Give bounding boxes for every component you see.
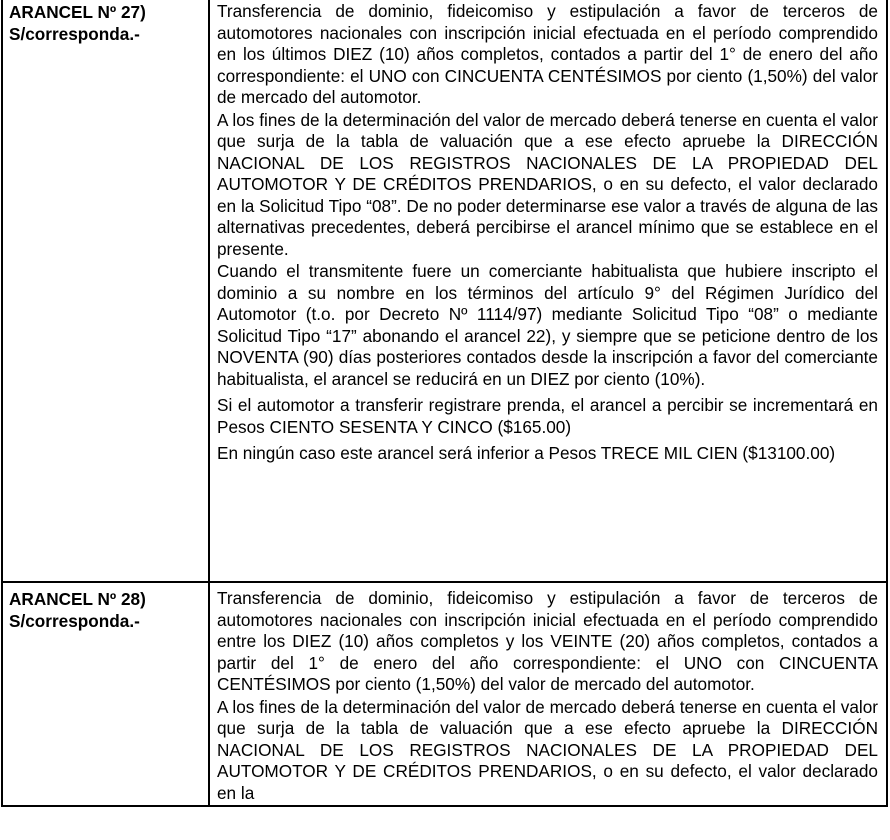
paragraph: Transferencia de dominio, fideicomiso y estipulación a favor de terceros de automotores nacionales con inscripción inicial efectuada en el período comprendido entre los DIEZ (10) años completos y los VEINTE (20) años completos, contados a partir del 1° de enero del año correspondiente: el UNO con CINCUENTA CENTÉSIMOS por ciento (1,50%) del valor de mercado del automotor. [217,588,878,694]
arancel-number: ARANCEL Nº 27) [9,2,146,22]
arancel-number: ARANCEL Nº 28) [9,589,146,609]
arancel-description-cell [209,0,887,582]
table-row-arancel-27 [2,0,887,582]
arancel-condition: S/corresponda.- [9,24,140,44]
paragraph: En ningún caso este arancel será inferior a Pesos TRECE MIL CIEN ($13100.00) [217,443,836,463]
arancel-description-cell [209,582,887,806]
arancel-table [1,0,888,807]
paragraph: A los fines de la determinación del valor de mercado deberá tenerse en cuenta el valor que surja de la tabla de valuación que a ese efecto apruebe la DIRECCIÓN NACIONAL DE LOS REGISTROS NACIONALES DE LA PROPIEDAD DEL AUTOMOTOR Y DE CRÉDITOS PRENDARIOS, o en su defecto, el valor declarado en la [217,696,878,803]
paragraph: A los fines de la determinación del valor de mercado deberá tenerse en cuenta el valor que surja de la tabla de valuación que a ese efecto apruebe la DIRECCIÓN NACIONAL DE LOS REGISTROS NACIONALES DE LA PROPIEDAD DEL AUTOMOTOR Y DE CRÉDITOS PRENDARIOS, o en su defecto, el valor declarado en la Solicitud Tipo “08”. De no poder determinarse ese valor a través de alguna de las alternativas precedentes, deberá percibirse el arancel mínimo que se establece en el presente. [217,109,878,259]
table-row-arancel-28 [2,582,887,806]
paragraph: Transferencia de dominio, fideicomiso y estipulación a favor de terceros de automotores nacionales con inscripción inicial efectuada en el período comprendido en los últimos DIEZ (10) años completos, contados a partir del 1° de enero del año correspondiente: el UNO con CINCUENTA CENTÉSIMOS por ciento (1,50%) del valor de mercado del automotor. [217,1,878,107]
paragraph: Cuando el transmitente fuere un comerciante habitualista que hubiere inscripto el dominio a su nombre en los términos del artículo 9° del Régimen Jurídico del Automotor (t.o. por Decreto Nº 1114/97) mediante Solicitud Tipo “08” o mediante Solicitud Tipo “17” abonando el arancel 22), y siempre que se peticione dentro de los NOVENTA (90) días posteriores contados desde la inscripción a favor del comerciante habitualista, el arancel se reducirá en un DIEZ por ciento (10%). [217,261,878,389]
arancel-label-cell [2,0,209,582]
arancel-condition: S/corresponda.- [9,611,140,631]
paragraph: Si el automotor a transferir registrare prenda, el arancel a percibir se incrementará en Pesos CIENTO SESENTA Y CINCO ($165.00) [217,395,878,437]
arancel-label-cell [2,582,209,806]
